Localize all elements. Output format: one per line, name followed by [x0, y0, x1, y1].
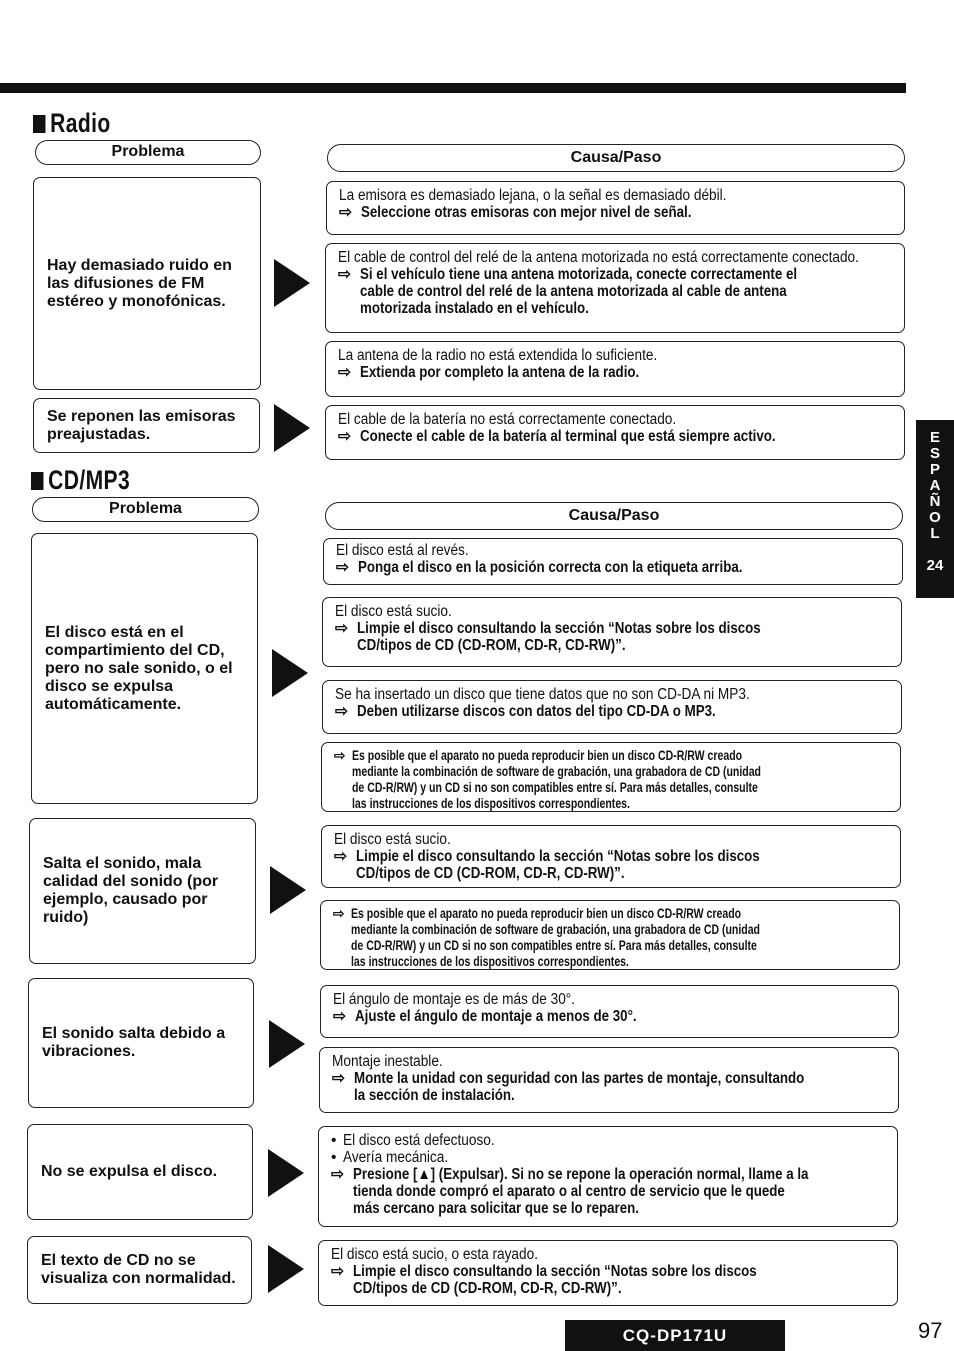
- triangle-pointer-icon: [270, 255, 314, 311]
- problem-text: Se reponen las emisoras preajustadas.: [47, 407, 236, 443]
- right-arrow-icon: ⇨: [331, 1166, 344, 1183]
- top-rule: [0, 83, 906, 93]
- bullet-icon: •: [331, 1149, 337, 1166]
- cause-text: El disco está defectuoso.: [343, 1132, 495, 1149]
- page-number: 97: [918, 1318, 943, 1343]
- cause-text: El cable de la batería no está correctamente conectado.: [338, 411, 677, 428]
- cdmp3-cause-6: [319, 1047, 899, 1113]
- right-arrow-icon: ⇨: [335, 620, 348, 637]
- problem-text: Hay demasiado ruido en las difusiones de FM estéreo y monofónicas.: [47, 256, 232, 310]
- problem-text: El disco está en el compartimiento del CD, pero no sale sonido, o el disco se expulsa automáticamente.: [45, 623, 233, 713]
- cdmp3-cause-4: [321, 825, 901, 888]
- note-text: Es posible que el aparato no pueda reproducir bien un disco CD-R/RW creado mediante la combinación de software de grabación, una grabadora de CD (unidad de CD-R/RW) y un CD si no son compatibles entre sí. Para más detalles, consulte las instrucciones de los dispositivos correspondientes.: [352, 748, 762, 811]
- step-text: Limpie el disco consultando la sección “Notas sobre los discos CD/tipos de CD (CD-ROM, CD-R, CD-RW)”.: [356, 848, 760, 882]
- cause-text: El ángulo de montaje es de más de 30°.: [333, 991, 576, 1008]
- right-arrow-icon: ⇨: [334, 848, 347, 865]
- cdmp3-problem-4: [27, 1124, 253, 1220]
- note-text: Es posible que el aparato no pueda reproducir bien un disco CD-R/RW creado mediante la combinación de software de grabación, una grabadora de CD (unidad de CD-R/RW) y un CD si no son compatibles entre sí. Para más detalles, consulte las instrucciones de los dispositivos correspondientes.: [351, 906, 761, 969]
- problem-text: El sonido salta debido a vibraciones.: [42, 1025, 226, 1060]
- cdmp3-problem-1: [31, 533, 258, 804]
- step-text: Limpie el disco consultando la sección “Notas sobre los discos CD/tipos de CD (CD-ROM, CD-R, CD-RW)”.: [353, 1263, 757, 1297]
- tab-letter: A: [929, 477, 941, 494]
- cdmp3-cause-2: [322, 597, 902, 667]
- radio-cause-3: [325, 341, 905, 397]
- step-text: Limpie el disco consultando la sección “Notas sobre los discos CD/tipos de CD (CD-ROM, CD-R, CD-RW)”.: [357, 620, 761, 654]
- cdmp3-cause-1: [323, 538, 903, 585]
- cause-text: El cable de control del relé de la antena motorizada no está correctamente conectado.: [338, 249, 859, 266]
- cause-text: El disco está sucio.: [334, 831, 451, 848]
- right-arrow-icon: ⇨: [335, 703, 348, 720]
- tab-letter: S: [929, 445, 940, 462]
- cause-text: Montaje inestable.: [332, 1053, 443, 1070]
- step-text: Ponga el disco en la posición correcta con la etiqueta arriba.: [358, 559, 743, 576]
- step-text: Extienda por completo la antena de la radio.: [360, 364, 640, 381]
- cdmp3-problem-2: [29, 818, 256, 964]
- step-text: Si el vehículo tiene una antena motorizada, conecte correctamente el cable de control del relé de la antena motorizada al cable de antena motorizada instalado en el vehículo.: [360, 266, 798, 317]
- language-side-tab: [916, 420, 954, 598]
- cause-text: El disco está sucio.: [335, 603, 452, 620]
- radio-cause-header: Causa/Paso: [327, 144, 905, 172]
- bullet-icon: •: [331, 1132, 337, 1149]
- radio-problem-1: [33, 177, 261, 390]
- step-text: Deben utilizarse discos con datos del tipo CD-DA o MP3.: [357, 703, 716, 720]
- right-arrow-icon: ⇨: [334, 748, 346, 763]
- tab-letter: L: [930, 525, 940, 542]
- right-arrow-icon: ⇨: [331, 1263, 344, 1280]
- cause-text: La antena de la radio no está extendida lo suficiente.: [338, 347, 658, 364]
- right-arrow-icon: ⇨: [338, 428, 351, 445]
- section-square-icon: [33, 115, 45, 133]
- radio-cause-4: [325, 405, 905, 460]
- right-arrow-icon: ⇨: [333, 1008, 346, 1025]
- radio-cause-2: [325, 243, 905, 333]
- tab-number: 24: [926, 557, 944, 574]
- section-square-icon: [31, 472, 43, 490]
- radio-title-text: Radio: [50, 108, 111, 138]
- cdmp3-title-text: CD/MP3: [48, 465, 131, 495]
- radio-problem-2: [33, 398, 260, 453]
- step-text: Ajuste el ángulo de montaje a menos de 30°.: [355, 1008, 637, 1025]
- problem-text: Salta el sonido, mala calidad del sonido (por ejemplo, causado por ruido): [43, 855, 219, 926]
- right-arrow-icon: ⇨: [338, 266, 351, 283]
- triangle-pointer-icon: [264, 1241, 308, 1297]
- right-arrow-icon: ⇨: [336, 559, 349, 576]
- cdmp3-cause-5: [320, 985, 899, 1038]
- cdmp3-cause-8: [318, 1240, 898, 1306]
- step-text: Conecte el cable de la batería al terminal que está siempre activo.: [360, 428, 776, 445]
- tab-letter: E: [929, 429, 940, 446]
- tab-letter: O: [929, 509, 941, 526]
- cause-text: Se ha insertado un disco que tiene datos que no son CD-DA ni MP3.: [335, 686, 750, 703]
- cause-text: Avería mecánica.: [343, 1149, 449, 1166]
- cause-text: La emisora es demasiado lejana, o la señal es demasiado débil.: [339, 187, 727, 204]
- cause-text: El disco está al revés.: [336, 542, 469, 559]
- step-text: Seleccione otras emisoras con mejor nivel de señal.: [361, 204, 692, 221]
- right-arrow-icon: ⇨: [338, 364, 351, 381]
- tab-letter: Ñ: [929, 493, 941, 510]
- radio-section-title: [33, 108, 111, 139]
- right-arrow-icon: ⇨: [332, 1070, 345, 1087]
- tab-letter: P: [929, 461, 940, 478]
- triangle-pointer-icon: [264, 1145, 308, 1201]
- radio-problem-header: Problema: [35, 140, 261, 165]
- triangle-pointer-icon: [265, 1016, 309, 1072]
- triangle-pointer-icon: [268, 645, 312, 701]
- cdmp3-cause-7: [318, 1126, 898, 1227]
- problem-text: No se expulsa el disco.: [41, 1163, 218, 1180]
- cdmp3-section-title: [31, 465, 130, 496]
- right-arrow-icon: ⇨: [333, 906, 345, 921]
- cdmp3-note-1: [321, 742, 901, 812]
- cdmp3-cause-header: Causa/Paso: [325, 502, 903, 530]
- right-arrow-icon: ⇨: [339, 204, 352, 221]
- cdmp3-problem-5: [27, 1236, 252, 1304]
- problem-text: El texto de CD no se visualiza con normalidad.: [41, 1252, 236, 1287]
- step-text: Presione [▲] (Expulsar). Si no se repone la operación normal, llame a la tienda donde compró el aparato o al centro de servicio que le quede más cercano para solicitar que se lo reparen.: [353, 1166, 809, 1217]
- triangle-pointer-icon: [266, 862, 310, 918]
- model-label: CQ-DP171U: [565, 1320, 785, 1351]
- step-text: Monte la unidad con seguridad con las partes de montaje, consultando la sección de instalación.: [354, 1070, 805, 1104]
- cdmp3-problem-3: [28, 978, 254, 1108]
- triangle-pointer-icon: [270, 400, 314, 456]
- cdmp3-problem-header: Problema: [32, 497, 259, 522]
- cause-text: El disco está sucio, o esta rayado.: [331, 1246, 538, 1263]
- radio-cause-1: [326, 181, 905, 235]
- cdmp3-cause-3: [322, 680, 902, 734]
- cdmp3-note-2: [320, 900, 900, 970]
